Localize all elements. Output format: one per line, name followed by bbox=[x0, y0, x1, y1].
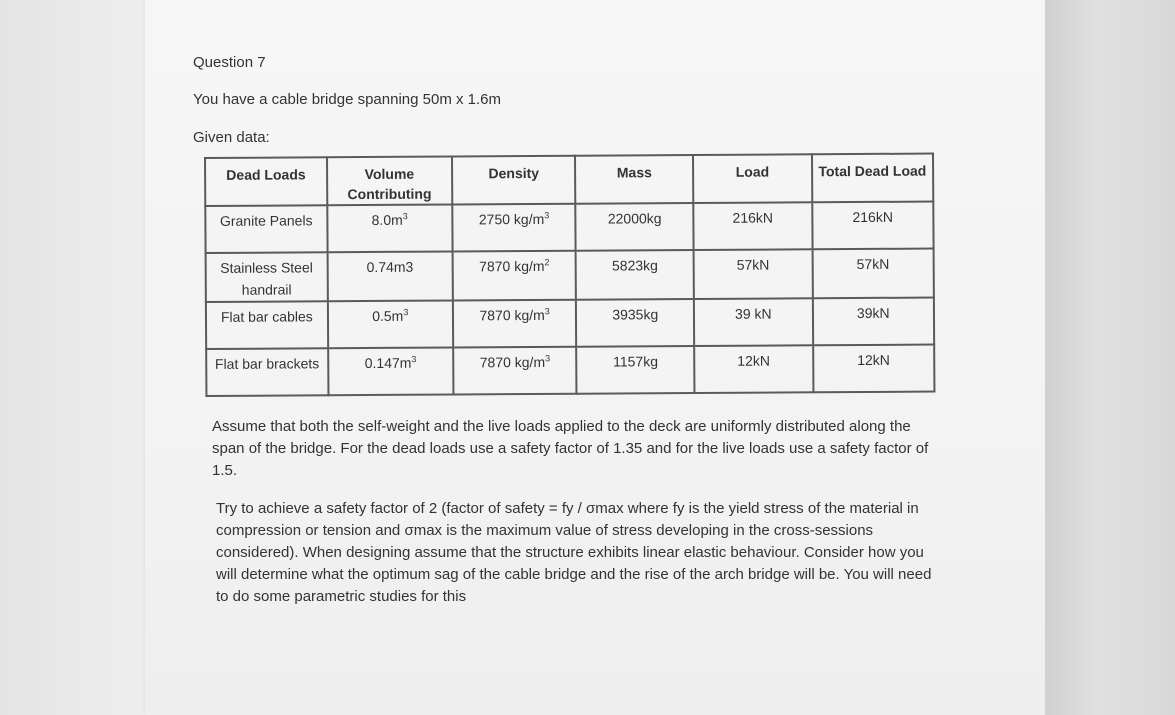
given-data-label: Given data: bbox=[193, 129, 270, 146]
row-name: Granite Panels bbox=[205, 205, 327, 253]
table-row bbox=[205, 202, 933, 253]
header-density: Density bbox=[452, 156, 576, 205]
dead-loads-table bbox=[204, 153, 935, 397]
density-exponent: 3 bbox=[545, 353, 551, 364]
density-value: 7870 kg/m bbox=[479, 257, 545, 275]
volume-value: 0.147m bbox=[364, 354, 412, 372]
density-value: 2750 kg/m bbox=[478, 210, 545, 228]
row-density bbox=[452, 204, 576, 252]
row-name: Flat bar brackets bbox=[206, 348, 328, 396]
row-load: 39 kN bbox=[694, 298, 813, 346]
row-name: Stainless Steel handrail bbox=[206, 252, 328, 302]
density-exponent: 3 bbox=[544, 210, 550, 221]
row-total: 12kN bbox=[813, 345, 935, 393]
row-mass: 22000kg bbox=[576, 203, 694, 251]
volume-value: 0.74m3 bbox=[366, 258, 414, 276]
table-row bbox=[206, 345, 934, 396]
row-load: 216kN bbox=[693, 202, 812, 250]
row-mass: 3935kg bbox=[576, 299, 694, 347]
assumption-paragraph: Assume that both the self-weight and the live loads applied to the deck are uniformly distributed along the span of the bridge. For the dead loads use a safety factor of 1.35 and for the live loads use a safety factor of 1.5. bbox=[212, 418, 929, 479]
row-volume bbox=[327, 204, 452, 252]
screen-edge bbox=[1045, 0, 1175, 715]
row-volume bbox=[328, 347, 453, 395]
row-mass: 1157kg bbox=[577, 346, 695, 394]
row-volume bbox=[327, 251, 452, 301]
row-total: 57kN bbox=[812, 249, 934, 299]
density-exponent: 2 bbox=[544, 257, 550, 268]
table-row bbox=[206, 298, 934, 349]
row-density bbox=[453, 347, 577, 395]
question-title: Question 7 bbox=[193, 54, 266, 71]
header-load: Load bbox=[693, 154, 812, 203]
header-dead-loads: Dead Loads bbox=[205, 157, 327, 206]
header-mass: Mass bbox=[575, 155, 693, 204]
row-density bbox=[453, 300, 577, 348]
row-name: Flat bar cables bbox=[206, 301, 328, 349]
problem-statement: You have a cable bridge spanning 50m x 1.6m bbox=[193, 91, 501, 108]
row-load: 57kN bbox=[694, 249, 813, 299]
safety-factor-paragraph: Try to achieve a safety factor of 2 (factor of safety = fy / σmax where fy is the yield stress of the material in compression or tension and σmax is the maximum value of stress developing in the cross-sessions considered). When designing assume that the structure exhibits linear elastic behaviour. Consider how you will determine what the optimum sag of the cable bridge and the rise of the arch bridge will be. You will need to do some parametric studies for this bbox=[216, 500, 932, 605]
row-load: 12kN bbox=[694, 345, 813, 393]
table-row bbox=[206, 249, 934, 302]
volume-value: 8.0m bbox=[371, 211, 403, 228]
density-value: 7870 kg/m bbox=[479, 353, 546, 371]
row-total: 39kN bbox=[812, 298, 934, 346]
row-total: 216kN bbox=[812, 202, 934, 250]
header-total-dead-load: Total Dead Load bbox=[812, 154, 934, 203]
volume-exponent: 3 bbox=[402, 211, 408, 222]
table-header-row bbox=[205, 154, 933, 206]
density-value: 7870 kg/m bbox=[479, 306, 545, 324]
volume-exponent: 3 bbox=[403, 307, 409, 318]
header-volume: Volume Contributing bbox=[327, 156, 452, 205]
row-volume bbox=[328, 300, 453, 348]
row-density bbox=[452, 251, 576, 301]
volume-exponent: 3 bbox=[411, 354, 417, 365]
volume-value: 0.5m bbox=[372, 307, 404, 324]
row-mass: 5823kg bbox=[576, 250, 694, 300]
density-exponent: 3 bbox=[544, 306, 550, 317]
